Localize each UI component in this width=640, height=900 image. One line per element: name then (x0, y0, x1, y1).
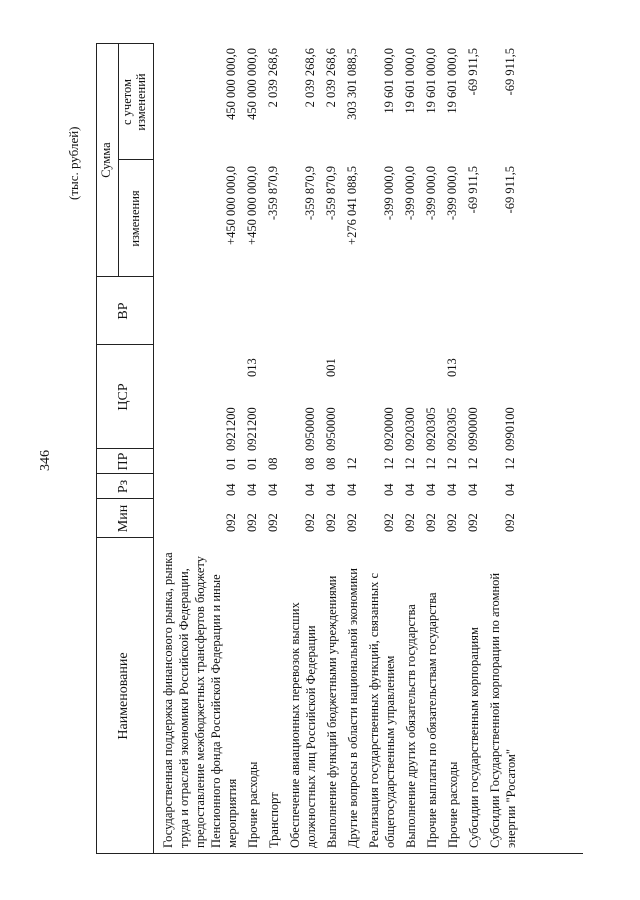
cell-with-change: 19 601 000,0 (424, 48, 438, 114)
cell-min: 092 (424, 513, 438, 532)
row-name (445, 542, 461, 848)
cell-with-change: 2 039 268,6 (303, 48, 317, 108)
cell-rz: 04 (266, 483, 280, 496)
row-name-line: Выполнение других обязательств государства (404, 604, 418, 848)
row-name (324, 542, 340, 848)
cell-pr: 01 (245, 457, 259, 470)
cell-pr: 12 (424, 457, 438, 470)
row-name-line: общегосударственным управлением (383, 655, 397, 848)
cell-rz: 04 (382, 483, 396, 496)
row-name (245, 542, 261, 848)
col-pr-header: ПР (116, 452, 131, 471)
cell-change: -399 000,0 (445, 166, 459, 221)
cell-csr: 0920300 (403, 407, 417, 451)
row-name-line: Прочие расходы (446, 761, 460, 848)
cell-min: 092 (382, 513, 396, 532)
cell-rz: 04 (345, 483, 359, 496)
cell-pr: 01 (224, 457, 238, 470)
unit-note: (тыс. рублей) (66, 126, 81, 200)
row-name (160, 542, 240, 848)
row-name-line: мероприятия (225, 778, 239, 848)
row-name-line: Выполнение функций бюджетными учреждениями (325, 575, 339, 848)
col-csr-header: ЦСР (116, 383, 131, 411)
col-rz-header: Рз (116, 479, 131, 494)
cell-rz: 04 (403, 483, 417, 496)
cell-vr: 013 (245, 358, 259, 377)
col-withchange-header-1: с учетом (120, 79, 134, 125)
row-name-line: Пенсионного фонда Российской Федерации и иные (209, 574, 223, 848)
cell-csr: 0920000 (382, 407, 396, 451)
cell-change: -399 000,0 (382, 166, 396, 221)
row-name (345, 542, 361, 848)
cell-csr: 0921200 (245, 407, 259, 451)
cell-pr: 12 (403, 457, 417, 470)
cell-csr: 0950000 (303, 407, 317, 451)
cell-csr: 0950000 (324, 407, 338, 451)
cell-rz: 04 (324, 483, 338, 496)
row-name-line: Обеспечение авиационных перевозок высших (288, 602, 302, 848)
cell-pr: 08 (324, 457, 338, 470)
cell-with-change: 19 601 000,0 (403, 48, 417, 114)
row-name (403, 542, 419, 848)
cell-vr: 001 (324, 358, 338, 377)
cell-min: 092 (445, 513, 459, 532)
cell-csr: 0990100 (503, 407, 517, 451)
cell-with-change: -69 911,5 (466, 48, 480, 96)
row-name (366, 542, 398, 848)
cell-pr: 12 (466, 457, 480, 470)
cell-change: +450 000 000,0 (224, 166, 238, 245)
cell-rz: 04 (445, 483, 459, 496)
cell-min: 092 (403, 513, 417, 532)
cell-change: -399 000,0 (403, 166, 417, 221)
row-name-line: должностных лиц Российской Федерации (304, 625, 318, 848)
cell-pr: 12 (382, 457, 396, 470)
cell-change: -69 911,5 (503, 166, 517, 214)
col-name-header: Наименование (116, 652, 131, 740)
cell-vr: 013 (445, 358, 459, 377)
sum-sub-rule (118, 43, 119, 277)
cell-pr: 08 (303, 457, 317, 470)
cell-min: 092 (245, 513, 259, 532)
col-withchange-header-2: изменений (134, 73, 148, 131)
row-name-line: энергии "Росатом" (504, 748, 518, 848)
cell-with-change: 19 601 000,0 (382, 48, 396, 114)
cell-rz: 04 (224, 483, 238, 496)
cell-with-change: 2 039 268,6 (266, 48, 280, 108)
cell-min: 092 (303, 513, 317, 532)
cell-change: -399 000,0 (424, 166, 438, 221)
cell-min: 092 (345, 513, 359, 532)
col-min-header: Мин (116, 504, 131, 533)
cell-min: 092 (266, 513, 280, 532)
row-name-line: Субсидии государственным корпорациям (467, 627, 481, 848)
body-left-rule (153, 853, 583, 854)
page-number: 346 (38, 450, 53, 471)
cell-rz: 04 (503, 483, 517, 496)
cell-change: +276 041 088,5 (345, 166, 359, 245)
cell-min: 092 (503, 513, 517, 532)
row-name-line: Государственная поддержка финансового рынка, рынка (161, 552, 175, 848)
row-name (266, 542, 282, 848)
header-bottom-rule (153, 43, 154, 854)
cell-with-change: 450 000 000,0 (224, 48, 238, 120)
row-name-line: Другие вопросы в области национальной экономики (346, 568, 360, 848)
col-vr-header: ВР (116, 302, 131, 320)
row-name (487, 542, 519, 848)
row-name (466, 542, 482, 848)
cell-change: -359 870,9 (324, 166, 338, 221)
cell-change: +450 000 000,0 (245, 166, 259, 245)
cell-min: 092 (466, 513, 480, 532)
row-name (424, 542, 440, 848)
cell-rz: 04 (424, 483, 438, 496)
col-sum-header: Сумма (99, 142, 113, 178)
cell-csr: 0990000 (466, 407, 480, 451)
cell-pr: 12 (503, 457, 517, 470)
cell-pr: 12 (445, 457, 459, 470)
cell-with-change: 303 301 088,5 (345, 48, 359, 120)
row-name-line: Прочие выплаты по обязательствам государства (425, 592, 439, 848)
row-name (287, 542, 319, 848)
col-change-header: изменения (128, 190, 142, 247)
cell-rz: 04 (245, 483, 259, 496)
cell-rz: 04 (466, 483, 480, 496)
cell-with-change: 450 000 000,0 (245, 48, 259, 120)
cell-min: 092 (324, 513, 338, 532)
cell-pr: 08 (266, 457, 280, 470)
cell-csr: 0920305 (424, 407, 438, 451)
cell-change: -359 870,9 (303, 166, 317, 221)
cell-csr: 0920305 (445, 407, 459, 451)
cell-with-change: 19 601 000,0 (445, 48, 459, 114)
row-name-line: Прочие расходы (246, 761, 260, 848)
cell-with-change: 2 039 268,6 (324, 48, 338, 108)
cell-rz: 04 (303, 483, 317, 496)
row-name-line: предоставление межбюджетных трансфертов бюджету (193, 556, 207, 848)
budget-table (96, 43, 583, 854)
row-name-line: Транспорт (267, 792, 281, 848)
cell-min: 092 (224, 513, 238, 532)
cell-with-change: -69 911,5 (503, 48, 517, 96)
row-name-line: труда и отраслей экономики Российской Федерации, (177, 568, 191, 848)
cell-change: -69 911,5 (466, 166, 480, 214)
row-name-line: Субсидии Государственной корпорации по атомной (488, 572, 502, 848)
cell-csr: 0921200 (224, 407, 238, 451)
cell-pr: 12 (345, 457, 359, 470)
cell-change: -359 870,9 (266, 166, 280, 221)
row-name-line: Реализация государственных функций, связанных с (367, 572, 381, 848)
